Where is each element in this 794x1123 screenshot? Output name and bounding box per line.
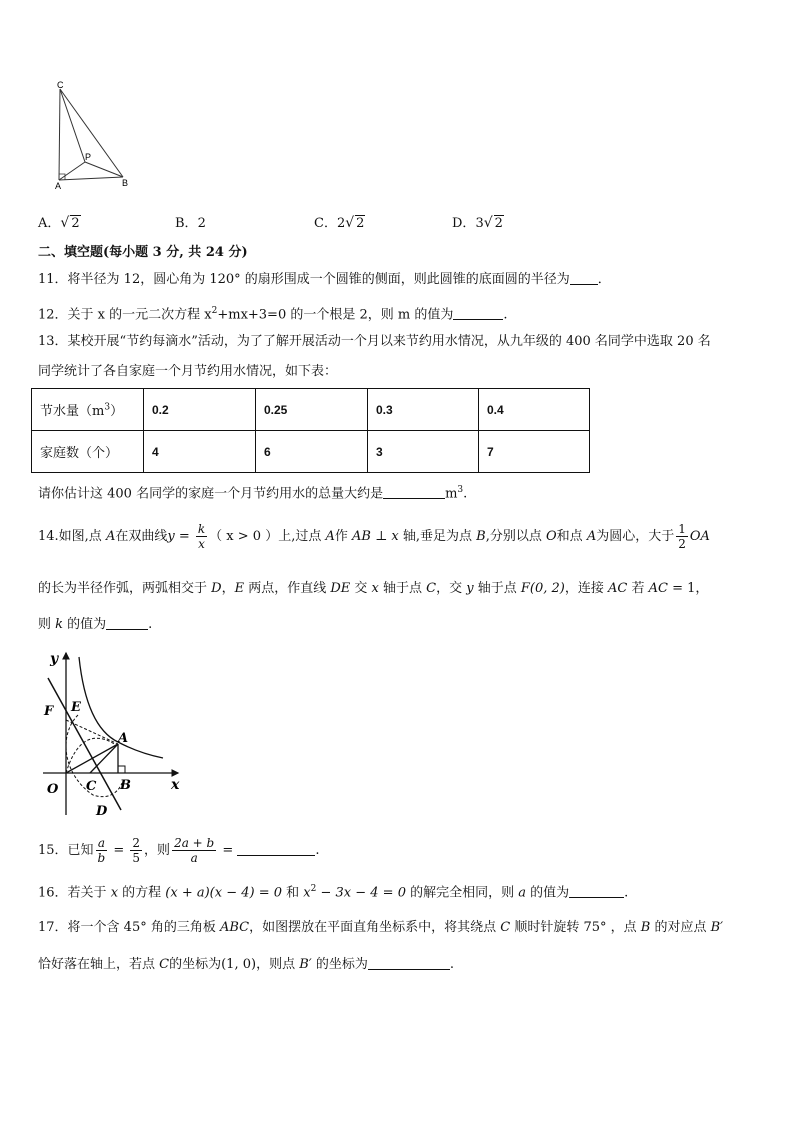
table-cell: 4 bbox=[144, 431, 256, 473]
table-row bbox=[32, 389, 590, 431]
table-cell: 0.4 bbox=[479, 389, 590, 431]
right-angle-mark bbox=[118, 766, 125, 773]
water-table bbox=[31, 388, 590, 473]
hyperbola-figure bbox=[38, 645, 188, 820]
label-o: O bbox=[47, 782, 59, 797]
question-16: 16．若关于 x 的方程 (x + a)(x − 4) = 0 和 $x^2 - 3x - 4 = 0$ 的解完全相同，则 a 的值为 . bbox=[38, 884, 629, 901]
answer-blank-14[interactable] bbox=[106, 617, 148, 630]
label-f: F bbox=[44, 704, 54, 719]
table-cell: 3 bbox=[368, 431, 479, 473]
table-cell: 0.2 bbox=[144, 389, 256, 431]
label-a: A bbox=[118, 731, 129, 746]
label-c: C bbox=[86, 779, 97, 794]
table-header-cell: 节水量$(m^3)$ bbox=[32, 389, 144, 431]
answer-blank-12[interactable] bbox=[453, 307, 503, 320]
table-cell: 0.25 bbox=[256, 389, 368, 431]
label-d: D bbox=[96, 804, 108, 819]
segment-oa bbox=[66, 744, 118, 773]
answer-blank-16[interactable] bbox=[569, 885, 624, 898]
line-de bbox=[48, 678, 121, 810]
choice-b[interactable]: B．2 bbox=[175, 216, 206, 231]
answer-blank-13[interactable] bbox=[383, 486, 445, 499]
label-y: y bbox=[50, 651, 59, 667]
triangle-figure bbox=[50, 80, 140, 195]
question-14-line2: 的长为半径作弧，两弧相交于 D，E 两点，作直线 DE 交 x 轴于点 C，交 y 轴于点 F(0, 2)，连接 AC 若 AC = 1， bbox=[38, 581, 709, 596]
question-13-line1: 13．某校开展“节约每滴水”活动，为了了解开展活动一个月以来节约用水情况，从九年级的 400 名同学中选取 20 名 bbox=[38, 334, 711, 349]
label-b: B bbox=[120, 778, 131, 793]
section-title: 二、填空题(每小题 3 分, 共 24 分) bbox=[38, 245, 248, 260]
table-row bbox=[32, 431, 590, 473]
question-15: 15．已知 $\frac{a}{b}$ = $\frac{2}{5}$ ，则 $\frac{2a + b}{a}$ = . bbox=[38, 836, 320, 865]
question-17-line2: 恰好落在轴上，若点 C的坐标为(1, 0)，则点 B′ 的坐标为 . bbox=[38, 957, 454, 972]
label-a: A bbox=[55, 181, 62, 191]
question-14-line3: 则 k 的值为 . bbox=[38, 617, 153, 632]
table-cell: 7 bbox=[479, 431, 590, 473]
fraction-k-over-x: $\frac{k}{x}$ bbox=[197, 522, 206, 551]
answer-blank-11[interactable] bbox=[570, 272, 598, 285]
table-cell: 0.3 bbox=[368, 389, 479, 431]
question-11: 11．将半径为 12，圆心角为 120° 的扇形围成一个圆锥的侧面，则此圆锥的底面圆的半径为 ． bbox=[38, 272, 611, 287]
question-12: 12．关于 x 的一元二次方程 $x^2+mx+3=0$ 的一个根是 2，则 m 的值为 . bbox=[38, 306, 508, 323]
question-13-after: 请你估计这 400 名同学的家庭一个月节约用水的总量大约是 $m^3$. bbox=[38, 485, 468, 502]
label-p: P bbox=[85, 152, 92, 162]
question-17-line1: 17．将一个含 45° 角的三角板 ABC，如图摆放在平面直角坐标系中，将其绕点 C 顺时针旋转 75° ，点 B 的对应点 B′ bbox=[38, 920, 724, 935]
answer-blank-15[interactable] bbox=[237, 843, 315, 856]
choice-a[interactable]: A．√ 2 bbox=[38, 215, 80, 231]
table-cell: 6 bbox=[256, 431, 368, 473]
question-13-line2: 同学统计了各自家庭一个月节约用水情况，如下表： bbox=[38, 364, 338, 379]
segment-ac bbox=[90, 744, 118, 773]
table-header-cell: 家庭数（个） bbox=[32, 431, 144, 473]
label-c: C bbox=[57, 80, 64, 90]
choice-c[interactable]: C．2√ 2 bbox=[314, 215, 365, 231]
choice-d[interactable]: D．3√ 2 bbox=[452, 215, 503, 231]
answer-blank-17[interactable] bbox=[368, 957, 450, 970]
label-b: B bbox=[122, 178, 129, 188]
label-x: x bbox=[171, 777, 180, 793]
fraction-half: $\frac{1}{2}$ bbox=[678, 522, 686, 551]
question-14-line1: 14.如图,点 A在双曲线y = $\frac{k}{x}$ （ x > 0 ）上,过点 A作 AB ⊥ x 轴,垂足为点 B,分别以点 O和点 A为圆心，大于 $\frac{1}{2}$ OA bbox=[38, 522, 710, 551]
label-e: E bbox=[71, 700, 81, 715]
